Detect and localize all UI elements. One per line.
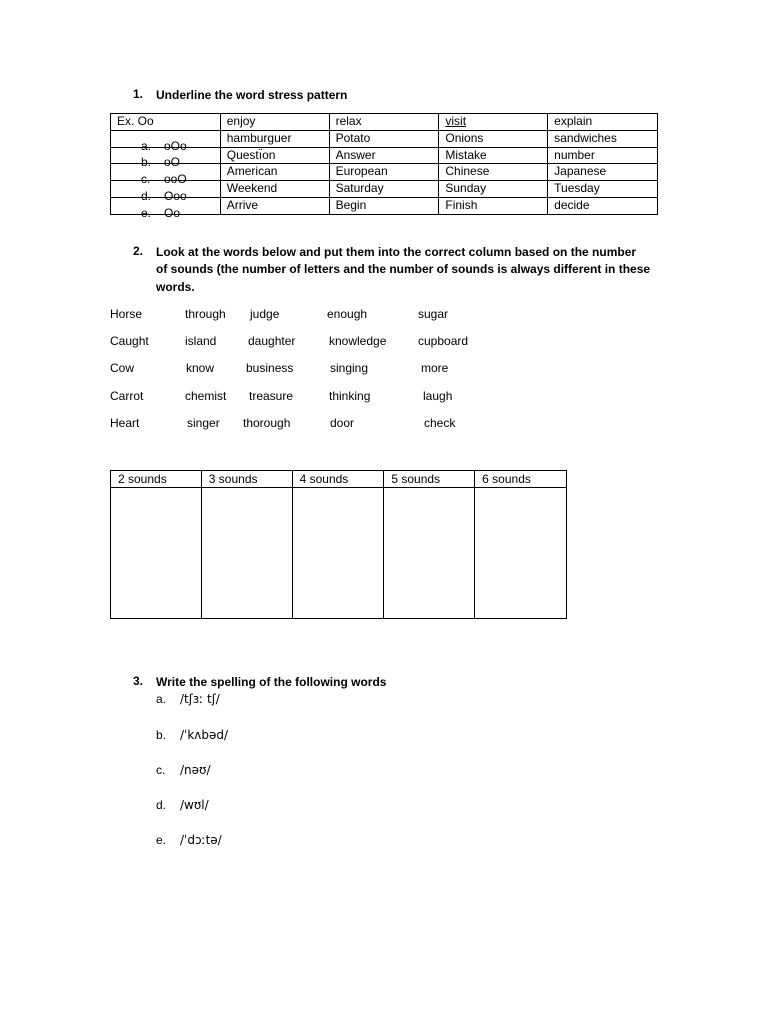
table-cell: Ex. Oo [111, 114, 221, 131]
word-item: daughter [248, 334, 296, 348]
table-cell: Tuesday [548, 181, 658, 198]
row-pattern: Oo [164, 205, 181, 220]
word-item: through [185, 307, 226, 321]
table-cell: American [220, 164, 329, 181]
word-item: check [424, 416, 456, 430]
table-cell: number [548, 147, 658, 164]
word-item: Horse [110, 307, 143, 321]
column-header: 4 sounds [292, 471, 384, 488]
table-cell: relax [329, 114, 439, 131]
row-pattern: Ooo [164, 189, 187, 204]
word-item: chemist [185, 389, 227, 403]
word-item: enough [327, 307, 368, 321]
row-letter: e. [141, 205, 152, 220]
table-row [111, 130, 658, 147]
table-row [111, 488, 567, 619]
row-letter: a. [141, 138, 152, 153]
answer-cell[interactable] [475, 488, 567, 619]
word-item: island [185, 334, 217, 348]
table-cell: Questı̈on [220, 147, 329, 164]
table-cell: visit [439, 114, 548, 131]
item-letter: d. [156, 798, 167, 812]
word-item: Cow [110, 361, 135, 375]
ipa-transcription: /ˈdɔːtə/ [180, 833, 222, 847]
answer-cell[interactable] [384, 488, 475, 619]
q2-text-line1: Look at the words below and put them into the correct column based on the number [156, 245, 637, 259]
table-cell: Mistake [439, 147, 548, 164]
table-cell: Onions [439, 130, 548, 147]
item-letter: e. [156, 833, 167, 847]
table-cell: Arrive [220, 197, 329, 214]
word-item: know [186, 361, 215, 375]
table-cell: Japanese [548, 164, 658, 181]
ipa-transcription: /wʊl/ [180, 798, 209, 812]
answer-cell[interactable] [201, 488, 292, 619]
word-item: more [421, 361, 449, 375]
word-item: knowledge [329, 334, 387, 348]
row-pattern: oOo [164, 138, 187, 153]
word-item: thinking [329, 389, 371, 403]
q2-text-line2: of sounds (the number of letters and the number of sounds is always different in these [156, 262, 651, 276]
q2-number: 2. [133, 244, 144, 258]
item-letter: c. [156, 763, 166, 777]
row-label [111, 197, 221, 220]
table-cell: Finish [439, 197, 548, 214]
table-cell: Weekend [220, 181, 329, 198]
ipa-transcription: /tʃɜː tʃ/ [180, 692, 220, 706]
word-item: singing [330, 361, 369, 375]
word-item: judge [250, 307, 280, 321]
table-cell: Sunday [439, 181, 548, 198]
row-pattern: oO [164, 155, 181, 170]
table-cell: Potato [329, 130, 439, 147]
column-header: 2 sounds [111, 471, 202, 488]
table-row [111, 197, 658, 214]
word-item: Carrot [110, 389, 144, 403]
word-item: cupboard [418, 334, 469, 348]
word-item: door [330, 416, 355, 430]
column-header: 3 sounds [201, 471, 292, 488]
table-cell: Begin [329, 197, 439, 214]
table-cell: Answer [329, 147, 439, 164]
word-item: singer [187, 416, 220, 430]
table-row [111, 181, 658, 198]
table-cell: Chinese [439, 164, 548, 181]
table-header-row [111, 471, 567, 488]
q1-title: Underline the word stress pattern [156, 88, 348, 102]
table-cell: sandwiches [548, 130, 658, 147]
q3-number: 3. [133, 674, 144, 688]
word-item: Heart [110, 416, 140, 430]
table-cell: Saturday [329, 181, 439, 198]
word-item: treasure [249, 389, 294, 403]
row-pattern: ooO [164, 172, 187, 187]
item-letter: a. [156, 692, 167, 706]
table-cell: enjoy [220, 114, 329, 131]
table-row [111, 147, 658, 164]
row-label [111, 147, 221, 170]
table-row [111, 114, 658, 131]
word-item: laugh [423, 389, 453, 403]
q3-title: Write the spelling of the following words [156, 675, 387, 689]
ipa-transcription: /nəʊ/ [180, 763, 211, 777]
row-label [111, 130, 221, 153]
item-letter: b. [156, 728, 167, 742]
word-item: business [246, 361, 294, 375]
answer-cell[interactable] [292, 488, 384, 619]
answer-cell[interactable] [111, 488, 202, 619]
table-cell: decide [548, 197, 658, 214]
column-header: 6 sounds [475, 471, 567, 488]
q2-text-line3: words. [156, 280, 195, 294]
row-letter: b. [141, 155, 152, 170]
row-letter: c. [141, 172, 151, 187]
row-label [111, 164, 221, 187]
row-label [111, 181, 221, 204]
table-cell: explain [548, 114, 658, 131]
column-header: 5 sounds [384, 471, 475, 488]
word-item: Caught [110, 334, 149, 348]
sounds-table [110, 470, 567, 619]
ipa-transcription: /ˈkʌbəd/ [180, 728, 229, 742]
stress-pattern-table [110, 113, 658, 220]
table-cell: European [329, 164, 439, 181]
table-cell: hamburguer [220, 130, 329, 147]
row-letter: d. [141, 189, 152, 204]
word-item: thorough [243, 416, 291, 430]
word-item: sugar [418, 307, 449, 321]
q1-number: 1. [133, 87, 144, 101]
table-row [111, 164, 658, 181]
